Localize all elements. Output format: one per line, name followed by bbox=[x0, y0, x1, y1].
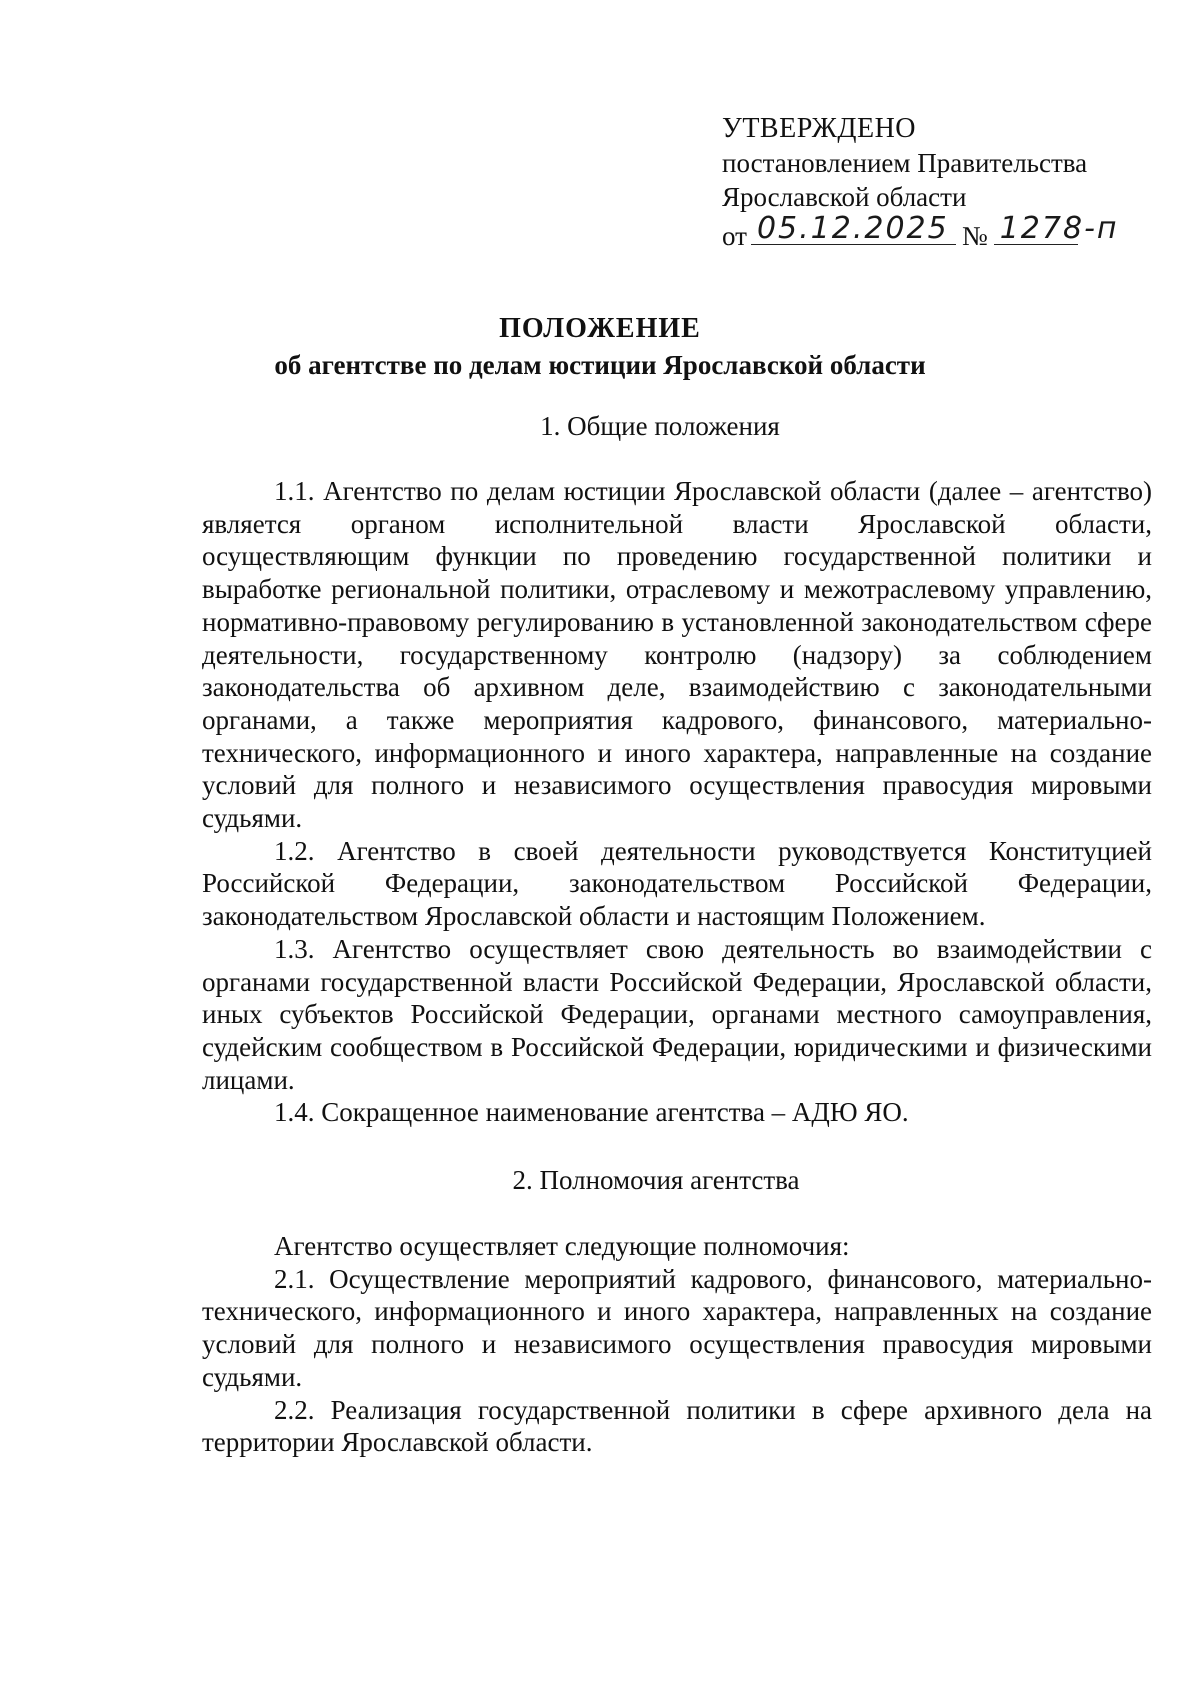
approval-line-2: Ярославской области bbox=[722, 182, 967, 212]
handwritten-date: 05.12.2025 bbox=[756, 211, 949, 246]
section-2-body bbox=[202, 1230, 1152, 1459]
paragraph-2-1: 2.1. Осуществление мероприятий кадрового, финансового, материально-технического, информационного и иного характера, направленных на создание условий для полного и независимого осуществления правосудия мировыми судьями. bbox=[202, 1263, 1152, 1392]
section-2-title: 2. Полномочия агентства bbox=[512, 1165, 800, 1195]
number-sign: № bbox=[961, 221, 988, 251]
approval-line-1: постановлением Правительства bbox=[722, 148, 1088, 178]
paragraph-2-2: 2.2. Реализация государственной политики в сфере архивного дела на территории Ярославской области. bbox=[202, 1394, 1152, 1458]
document-subheading: об агентстве по делам юстиции Ярославской области bbox=[274, 350, 926, 380]
section-2-intro: Агентство осуществляет следующие полномочия: bbox=[274, 1231, 850, 1261]
paragraph-1-2: 1.2. Агентство в своей деятельности руководствуется Конституцией Российской Федерации, законодательством Российской Федерации, законодательством Ярославской области и настоящим Положением. bbox=[202, 835, 1152, 932]
handwritten-number: 1278-п bbox=[999, 211, 1119, 246]
section-1-body bbox=[202, 475, 1152, 1129]
number-field bbox=[994, 211, 1119, 246]
paragraph-1-4: 1.4. Сокращенное наименование агентства – АДЮ ЯО. bbox=[274, 1097, 909, 1128]
paragraph-1-1: 1.1. Агентство по делам юстиции Ярославской области (далее – агентство) является органом исполнительной власти Ярославской области, осуществляющим функции по проведению государственной политики и выработке региональной политики, отраслевому и межотраслевому управлению, нормативно-правовому регулированию в установленной законодательством сфере деятельности, государственному контролю (надзору) за соблюдением законодательства об архивном деле, взаимодействию с законодательными органами, а также мероприятия кадрового, финансового, материально-технического, информационного и иного характера, направленные на создание условий для полного и независимого осуществления правосудия мировыми судьями. bbox=[202, 476, 1152, 834]
approval-date-line bbox=[722, 211, 1142, 253]
approval-title: УТВЕРЖДЕНО bbox=[722, 113, 917, 144]
approval-block bbox=[722, 112, 1142, 253]
date-field bbox=[751, 211, 956, 246]
document-heading: ПОЛОЖЕНИЕ bbox=[499, 313, 701, 344]
paragraph-1-3: 1.3. Агентство осуществляет свою деятельность во взаимодействии с органами государственной власти Российской Федерации, Ярославской области, иных субъектов Российской Федерации, органами местного самоуправления, судейским сообществом в Российской Федерации, юридическими и физическими лицами. bbox=[202, 933, 1152, 1095]
section-1-title: 1. Общие положения bbox=[540, 411, 780, 441]
date-prefix: от bbox=[722, 221, 747, 251]
